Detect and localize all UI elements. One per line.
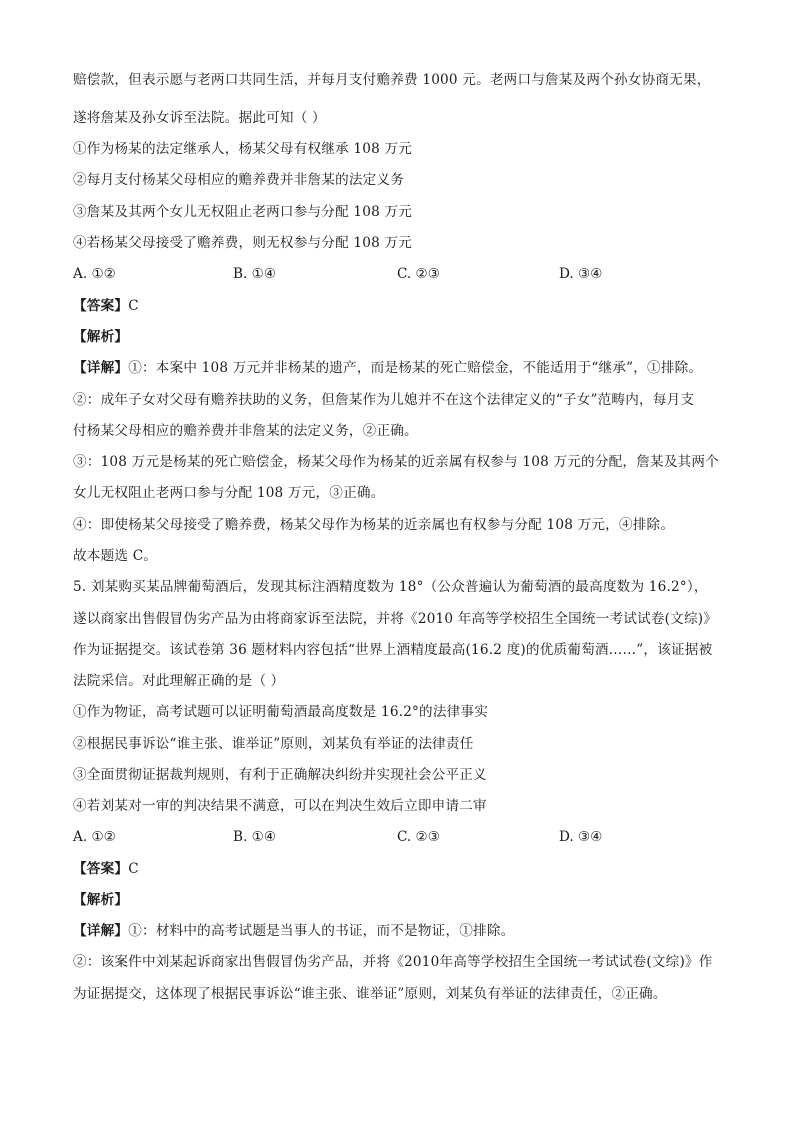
question-5-option-b: B. ①④ (233, 829, 277, 845)
question-4-option-d: D. ③④ (559, 266, 603, 282)
question-5-statement-3: ③全面贯彻证据裁判规则，有利于正确解决纠纷并实现社会公平正义 (73, 767, 487, 783)
question-5-detail-2a: ②：该案件中刘某起诉商家出售假冒伪劣产品，并将《2010年高等学校招生全国统一考试试卷(文综)》作 (73, 954, 713, 970)
answer-value: C (128, 861, 139, 877)
question-4-statement-4: ④若杨某父母接受了赡养费，则无权参与分配 108 万元 (73, 235, 413, 251)
question-4-option-b: B. ①④ (233, 266, 277, 282)
question-4-statement-2: ②每月支付杨某父母相应的赡养费并非詹某的法定义务 (73, 172, 405, 188)
question-5-statement-1: ①作为物证，高考试题可以证明葡萄酒最高度数是 16.2°的法律事实 (73, 704, 489, 720)
question-5-answer (73, 859, 139, 879)
question-4-statement-3: ③詹某及其两个女儿无权阻止老两口参与分配 108 万元 (73, 204, 413, 220)
question-4-detail-2b: 付杨某父母相应的赡养费并非詹某的法定义务，②正确。 (73, 423, 418, 439)
question-5-option-d: D. ③④ (559, 829, 603, 845)
question-5-stem-line-2: 遂以商家出售假冒伪劣产品为由将商家诉至法院，并将《2010 年高等学校招生全国统一考试试卷(文综)》 (73, 611, 718, 627)
detail-text: ①：材料中的高考试题是当事人的书证，而不是物证，①排除。 (128, 923, 515, 939)
question-4-answer (73, 296, 139, 316)
question-4-detail-2a: ②：成年子女对父母有赡养扶助的义务，但詹某作为儿媳并不在这个法律定义的“子女”范畴内，每月支 (73, 392, 695, 408)
question-5-statement-2: ②根据民事诉讼“谁主张、谁举证”原则，刘某负有举证的法律责任 (73, 736, 474, 752)
detail-text: ①：本案中 108 万元并非杨某的遗产，而是杨某的死亡赔偿金，不能适用于“继承”，①排除。 (128, 360, 703, 376)
question-5-detail-1 (73, 921, 514, 941)
question-4-option-a: A. ①② (73, 266, 116, 282)
question-5-option-a: A. ①② (73, 829, 116, 845)
question-4-option-c: C. ②③ (397, 266, 440, 282)
answer-tag: 【答案】 (73, 298, 129, 314)
question-4-conclusion: 故本题选 C。 (73, 548, 158, 564)
answer-value: C (128, 298, 139, 314)
question-4-stem-line-1: 赔偿款，但表示愿与老两口共同生活，并每月支付赡养费 1000 元。老两口与詹某及两个孙女协商无果， (73, 72, 711, 88)
question-5-option-c: C. ②③ (397, 829, 440, 845)
question-4-detail-1 (73, 358, 702, 378)
question-4-detail-3b: 女儿无权阻止老两口参与分配 108 万元，③正确。 (73, 485, 385, 501)
detail-tag: 【详解】 (73, 923, 129, 939)
question-5-stem-line-4: 法院采信。对此理解正确的是（ ） (73, 673, 285, 689)
question-4-detail-4: ④：即使杨某父母接受了赡养费，杨某父母作为杨某的近亲属也有权参与分配 108 万元，④排除。 (73, 517, 675, 533)
question-5-statement-4: ④若刘某对一审的判决结果不满意，可以在判决生效后立即申请二审 (73, 798, 487, 814)
detail-tag: 【详解】 (73, 360, 129, 376)
question-5-stem-line-3: 作为证据提交。该试卷第 36 题材料内容包括“世界上酒精度最高(16.2 度)的优质葡萄酒……”，该证据被 (73, 642, 713, 658)
question-4-stem-line-2: 遂将詹某及孙女诉至法院。据此可知（ ） (73, 110, 326, 126)
question-5-detail-2b: 为证据提交，这体现了根据民事诉讼“谁主张、谁举证”原则，刘某负有举证的法律责任，②正确。 (73, 986, 667, 1002)
question-5-stem-line-1: 5. 刘某购买某品牌葡萄酒后，发现其标注酒精度数为 18°（公众普遍认为葡萄酒的最高度数为 16.2°）， (73, 579, 708, 595)
question-5-analysis-tag: 【解析】 (73, 892, 129, 908)
answer-tag: 【答案】 (73, 861, 129, 877)
question-4-statement-1: ①作为杨某的法定继承人，杨某父母有权继承 108 万元 (73, 141, 413, 157)
question-4-detail-3a: ③：108 万元是杨某的死亡赔偿金，杨某父母作为杨某的近亲属有权参与 108 万元的分配，詹某及其两个 (73, 454, 719, 470)
question-4-analysis-tag: 【解析】 (73, 329, 129, 345)
